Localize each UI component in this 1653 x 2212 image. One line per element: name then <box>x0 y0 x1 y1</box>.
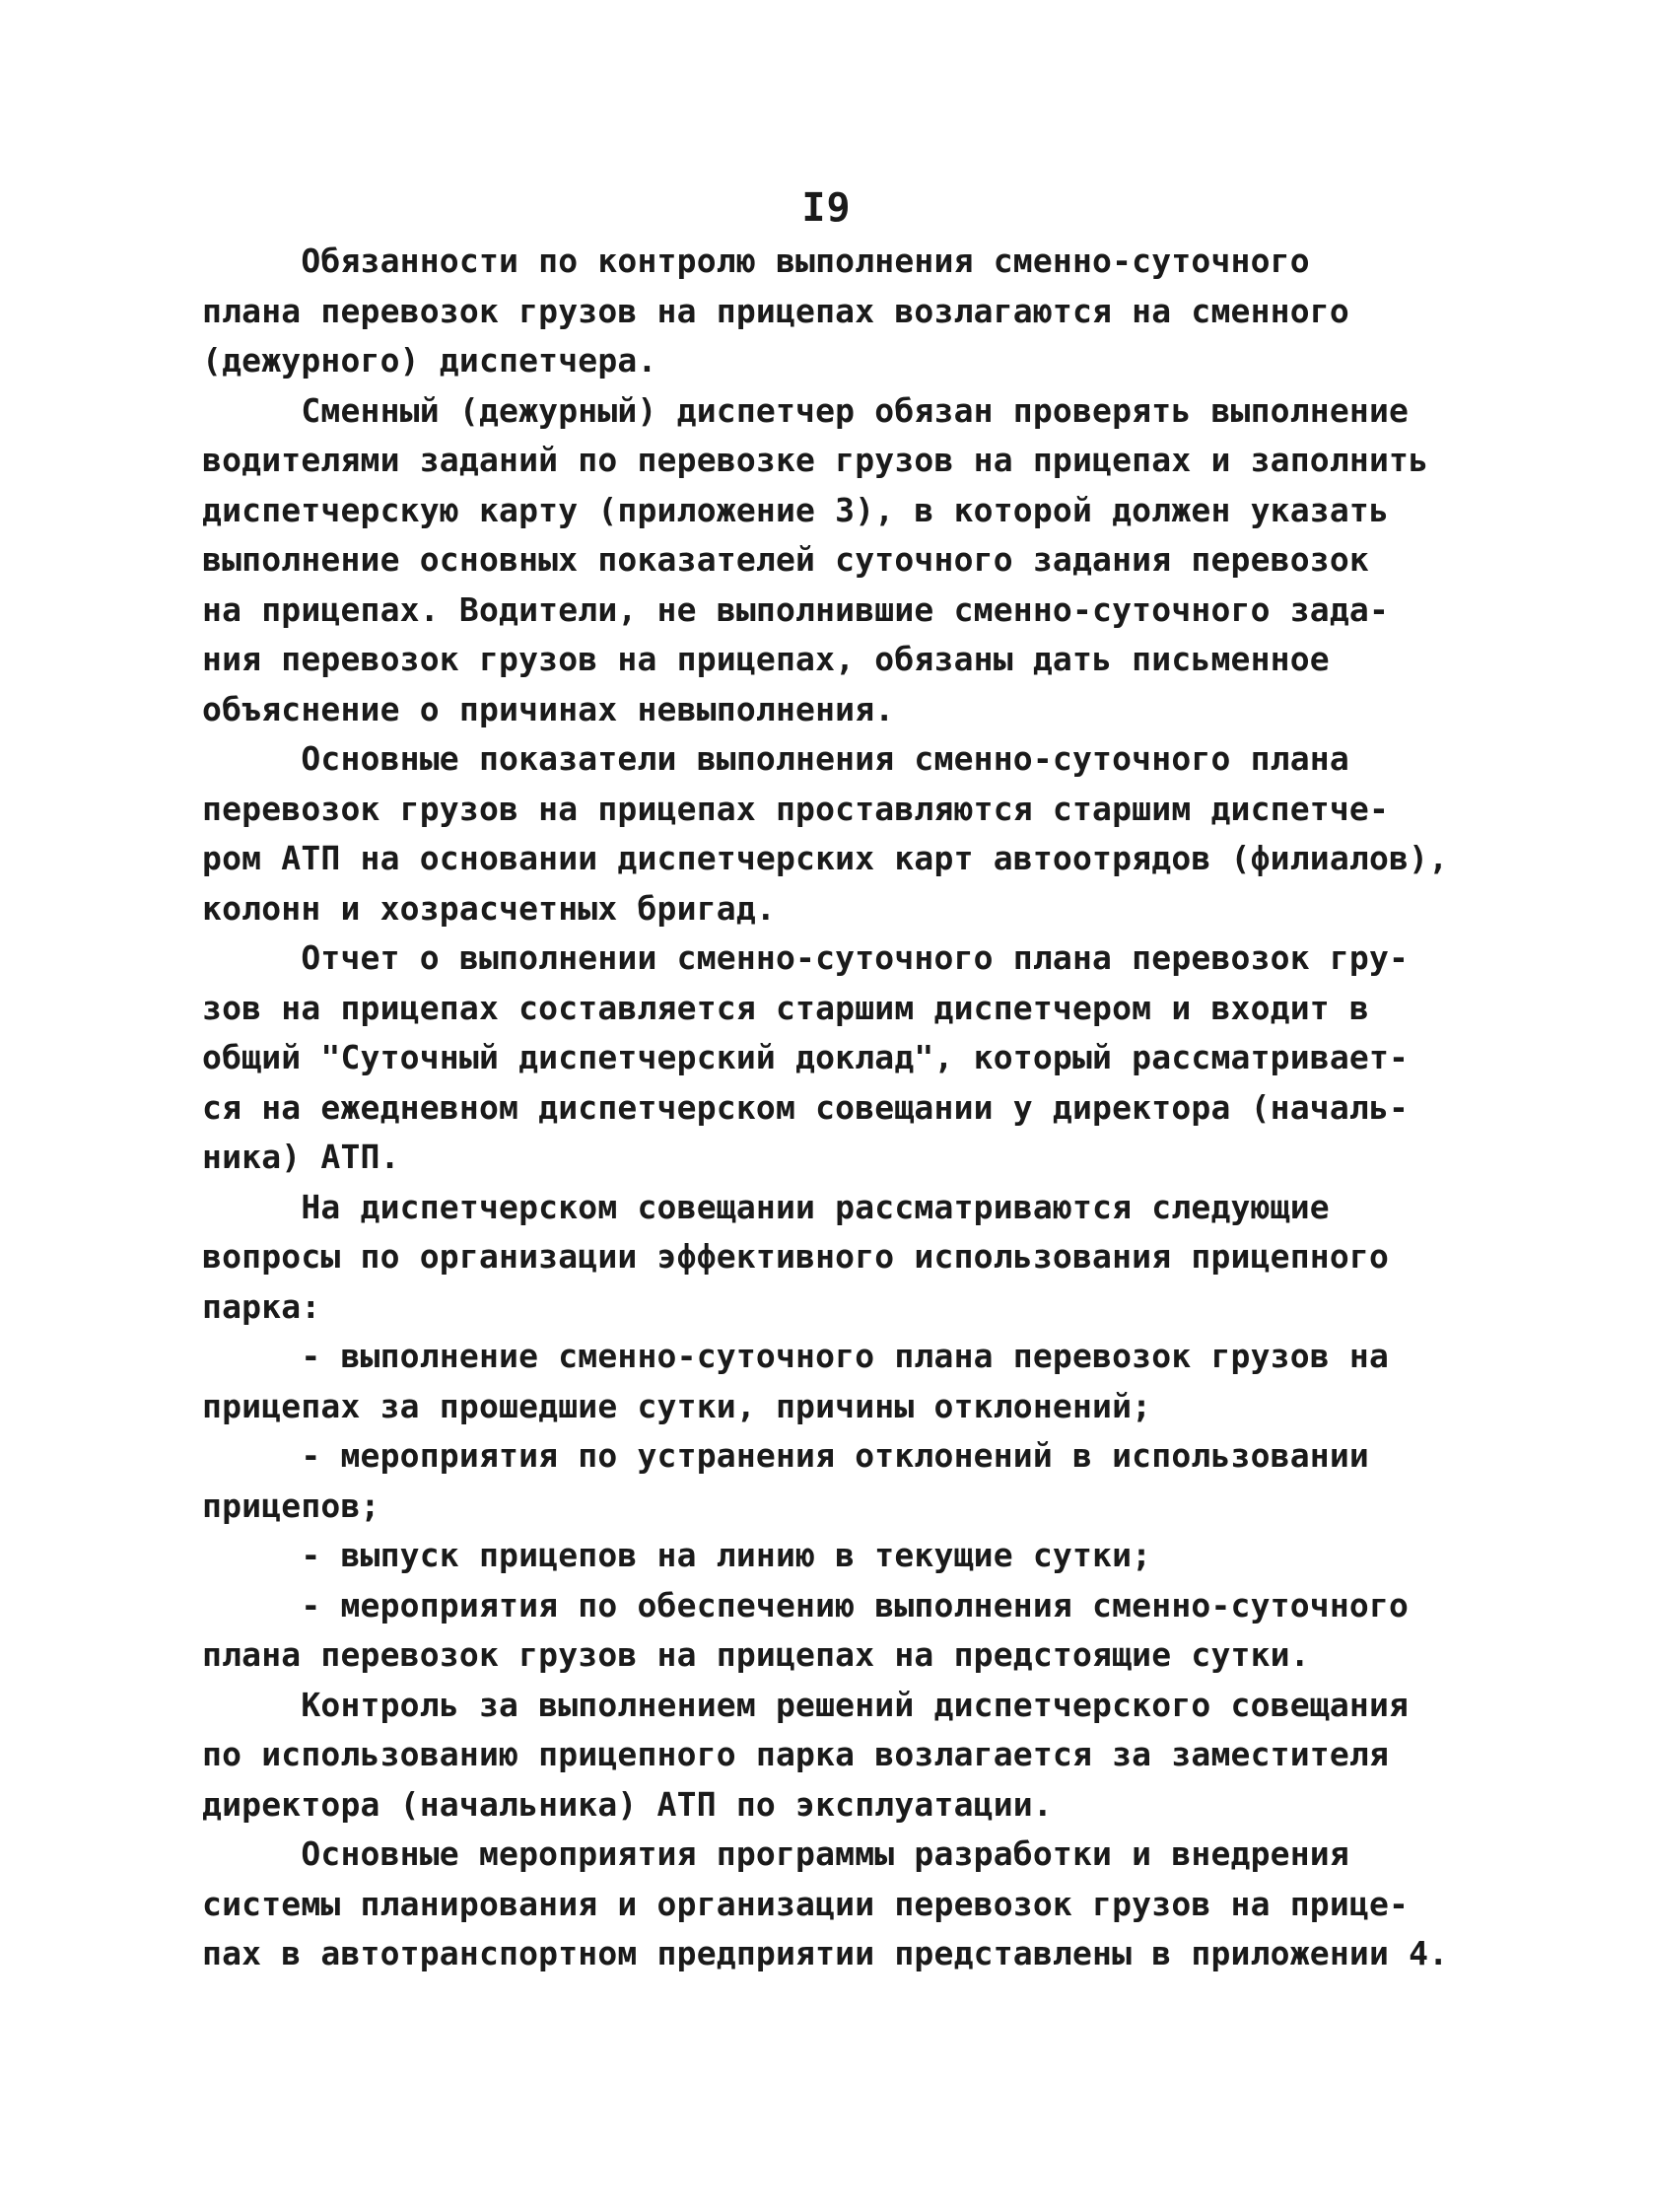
text-line: колонн и хозрасчетных бригад. <box>202 888 776 928</box>
text-line: по использованию прицепного парка возлагается за заместителя <box>202 1735 1390 1773</box>
text-line: водителями заданий по перевозке грузов на прицепах и заполнить <box>202 441 1429 479</box>
text-line: Основные показатели выполнения сменно-суточного плана <box>202 739 1349 778</box>
text-line: плана перевозок грузов на прицепах на предстоящие сутки. <box>202 1635 1310 1674</box>
text-line: перевозок грузов на прицепах проставляются старшим диспетче- <box>202 789 1390 828</box>
text-line: парка: <box>202 1286 321 1326</box>
text-line: ника) АТП. <box>202 1138 400 1176</box>
text-line: Отчет о выполнении сменно-суточного плана перевозок гру- <box>202 938 1410 977</box>
text-line: Сменный (дежурный) диспетчер обязан проверять выполнение <box>202 390 1410 430</box>
text-line: - выполнение сменно-суточного плана перевозок грузов на <box>202 1337 1390 1375</box>
text-line: диспетчерскую карту (приложение 3), в которой должен указать <box>202 490 1390 529</box>
text-line: Обязанности по контролю выполнения сменно-суточного <box>202 242 1310 280</box>
text-line: на прицепах. Водители, не выполнившие сменно-суточного зада- <box>202 589 1390 629</box>
text-line: ром АТП на основании диспетчерских карт автоотрядов (филиалов), <box>202 839 1449 877</box>
body-text <box>202 237 1513 1979</box>
text-line: Основные мероприятия программы разработки и внедрения <box>202 1834 1349 1873</box>
text-line: прицепах за прошедшие сутки, причины отклонений; <box>202 1386 1152 1425</box>
text-line: выполнение основных показателей суточного задания перевозок <box>202 540 1369 579</box>
text-line: плана перевозок грузов на прицепах возлагаются на сменного <box>202 291 1349 330</box>
text-line: - выпуск прицепов на линию в текущие сутки; <box>202 1536 1152 1574</box>
text-line: общий "Суточный диспетчерский доклад", который рассматривает- <box>202 1038 1410 1076</box>
text-line: (дежурного) диспетчера. <box>202 341 657 380</box>
text-line: прицепов; <box>202 1486 380 1525</box>
text-line: пах в автотранспортном предприятии представлены в приложении 4. <box>202 1934 1449 1972</box>
text-line: ся на ежедневном диспетчерском совещании у директора (началь- <box>202 1087 1410 1127</box>
text-line: объяснение о причинах невыполнения. <box>202 689 895 728</box>
text-line: - мероприятия по устранения отклонений в использовании <box>202 1436 1369 1475</box>
text-line: Контроль за выполнением решений диспетчерского совещания <box>202 1685 1410 1724</box>
text-line: вопросы по организации эффективного использования прицепного <box>202 1237 1390 1276</box>
text-line: На диспетчерском совещании рассматриваются следующие <box>202 1187 1330 1226</box>
text-line: - мероприятия по обеспечению выполнения сменно-суточного <box>202 1585 1410 1624</box>
text-line: системы планирования и организации перевозок грузов на прице- <box>202 1884 1410 1923</box>
page-number: I9 <box>801 185 852 231</box>
text-line: директора (начальника) АТП по эксплуатации. <box>202 1784 1053 1824</box>
text-line: ния перевозок грузов на прицепах, обязаны дать письменное <box>202 640 1330 678</box>
text-line: зов на прицепах составляется старшим диспетчером и входит в <box>202 988 1369 1027</box>
